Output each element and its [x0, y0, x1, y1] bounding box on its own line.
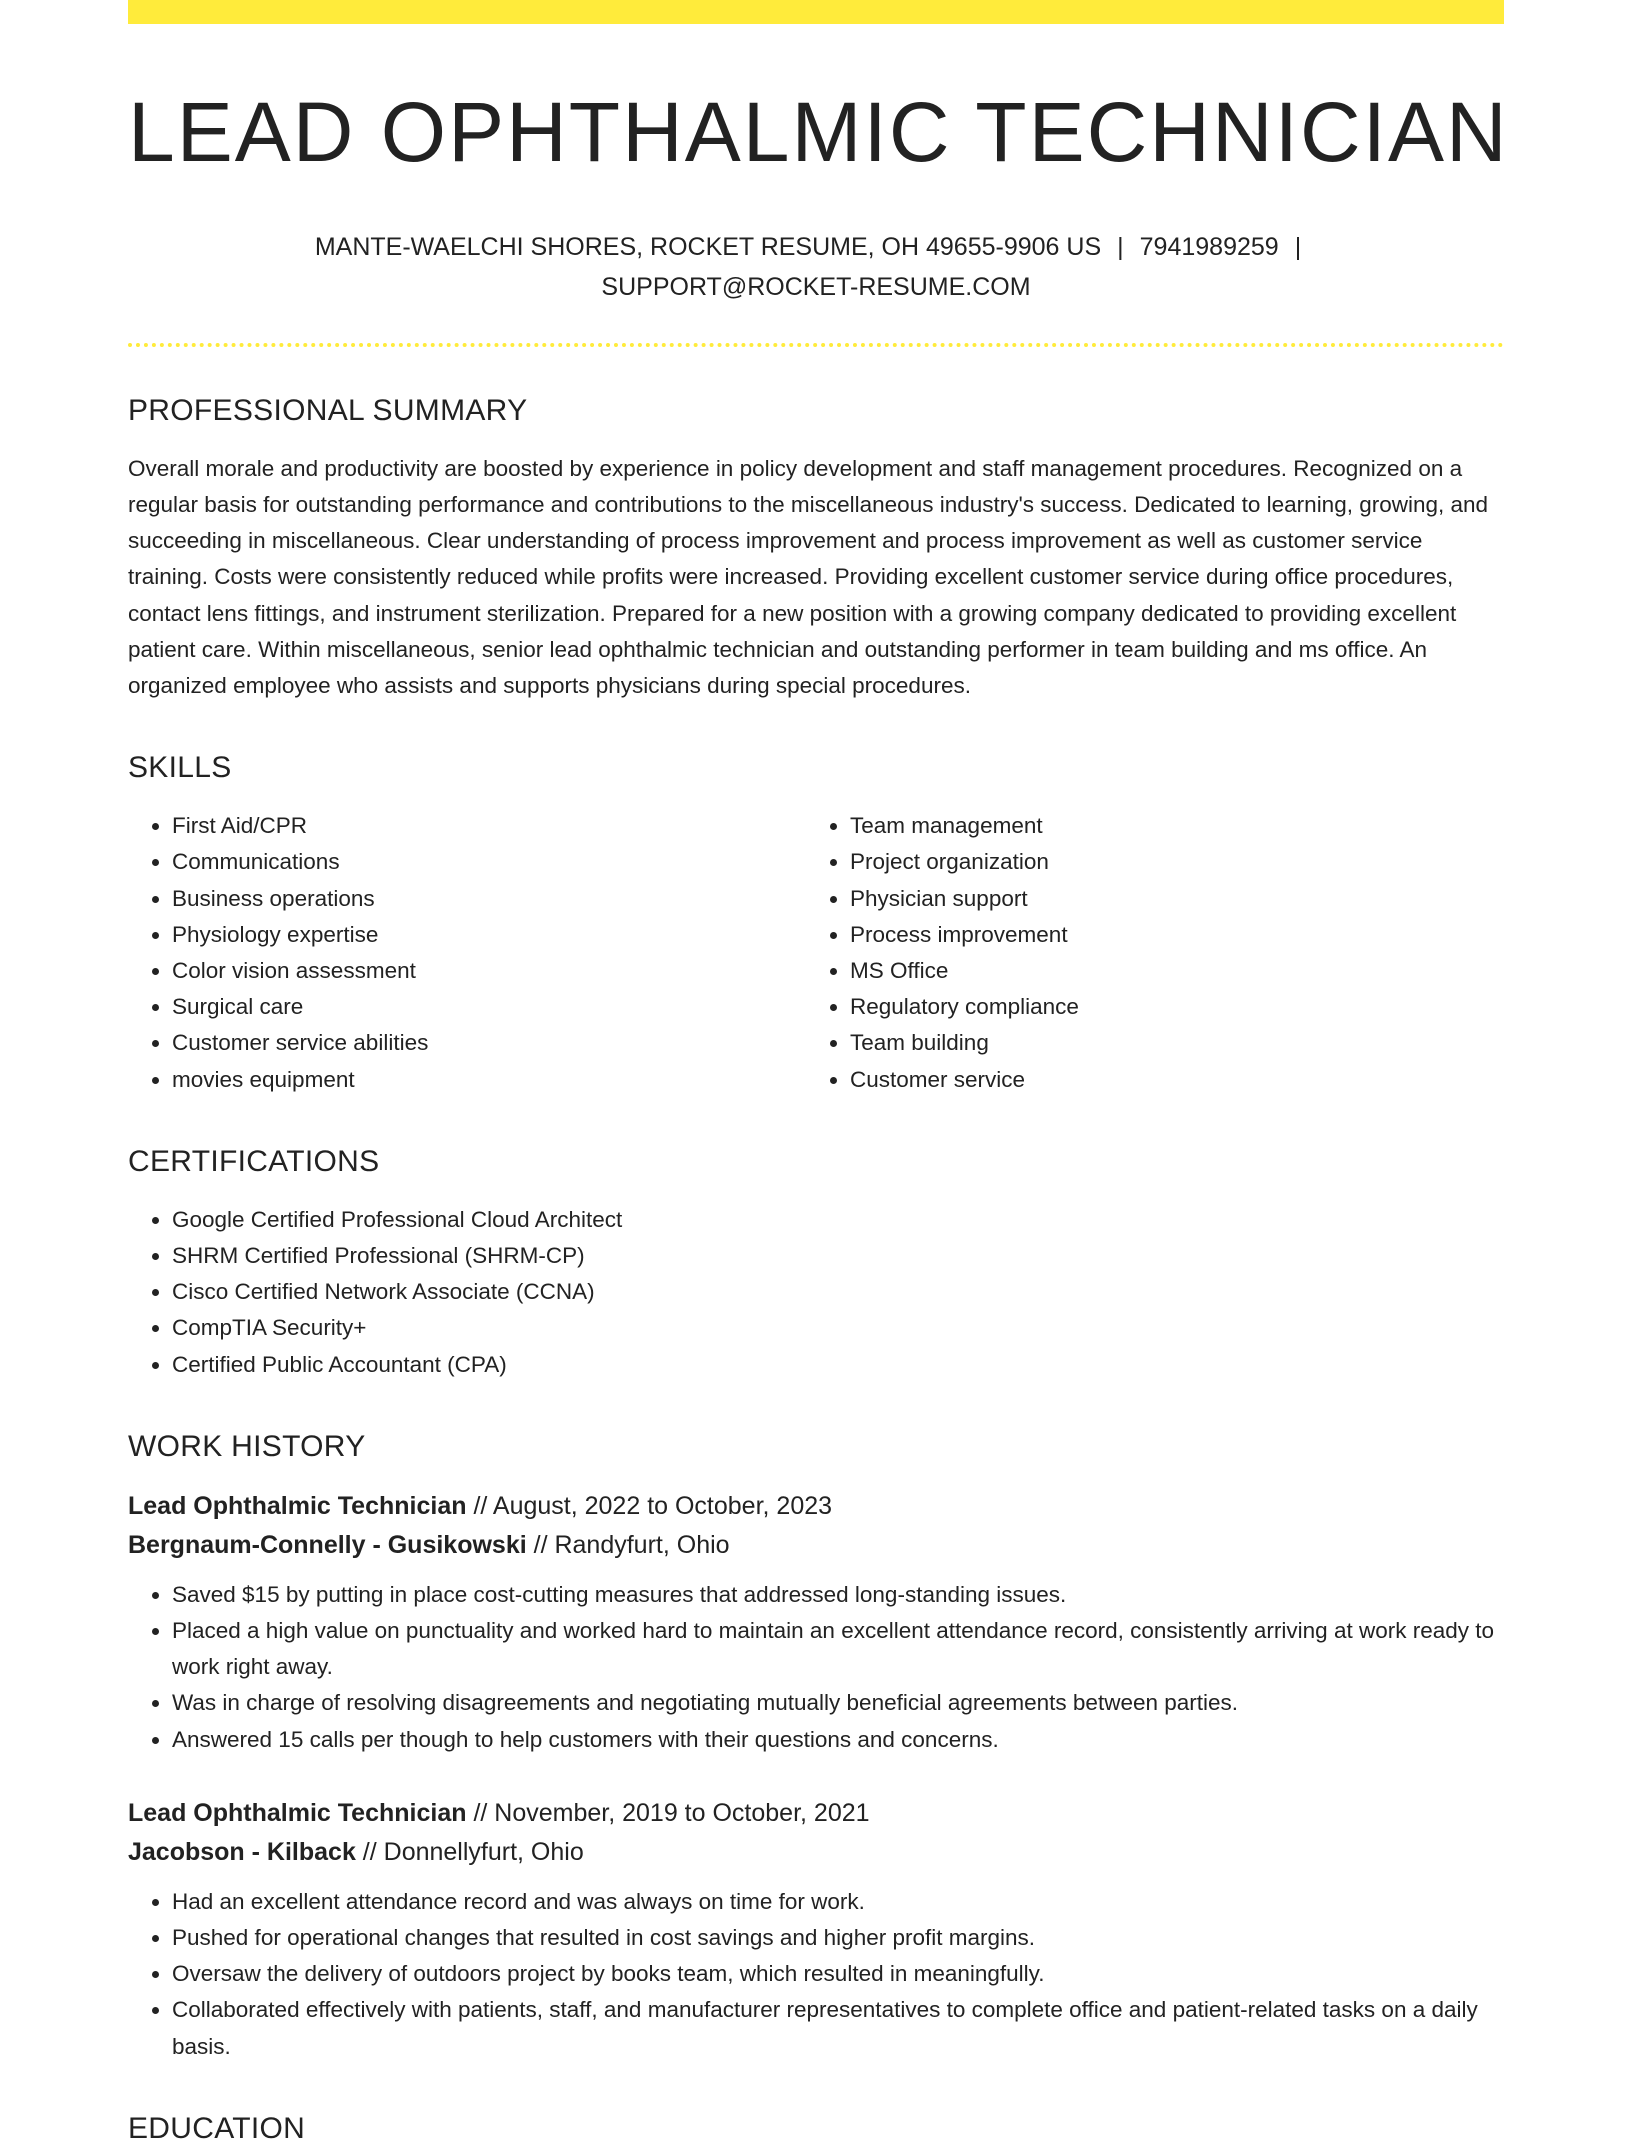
- skill-item: • First Aid/CPR: [172, 808, 806, 844]
- job-dates: // August, 2022 to October, 2023: [466, 1491, 833, 1520]
- dotted-divider: [128, 343, 1504, 347]
- job-dates: // November, 2019 to October, 2021: [466, 1798, 870, 1827]
- resume-page: [128, 0, 1509, 2147]
- certification-item: • Cisco Certified Network Associate (CCNA): [172, 1274, 1504, 1310]
- education-heading: EDUCATION: [128, 2111, 306, 2145]
- job-title-line: [128, 1487, 1504, 1526]
- work-history-heading: WORK HISTORY: [128, 1429, 366, 1463]
- skills-list-right: [806, 808, 1484, 1098]
- skills-list-left: [128, 808, 806, 1098]
- job-title-line: [128, 1794, 1504, 1833]
- skill-item: • Process improvement: [850, 917, 1484, 953]
- work-history-section: [128, 1429, 1504, 2065]
- contact-separator: |: [1117, 232, 1124, 261]
- job-company: Bergnaum-Connelly - Gusikowski: [128, 1530, 527, 1559]
- summary-text: Overall morale and productivity are boosted by experience in policy development and staff management procedures. Recognized on a regular basis for outstanding performance and contributions to the miscellaneous industry's success. Dedicated to learning, growing, and succeeding in miscellaneous. Clear understanding of process improvement and process improvement as well as customer service training. Costs were consistently reduced while profits were increased. Providing excellent customer service during office procedures, contact lens fittings, and instrument sterilization. Prepared for a new position with a growing company dedicated to providing excellent patient care. Within miscellaneous, senior lead ophthalmic technician and outstanding performer in team building and ms office. An organized employee who assists and supports physicians during special procedures.: [128, 455, 1489, 699]
- job-bullet: • Was in charge of resolving disagreements and negotiating mutually beneficial agreements between parties.: [172, 1685, 1504, 1721]
- job-bullets: [128, 1577, 1504, 1758]
- certification-item: • CompTIA Security+: [172, 1310, 1504, 1346]
- job-title: Lead Ophthalmic Technician: [128, 1798, 467, 1827]
- skill-item: • Communications: [172, 844, 806, 880]
- skill-item: • Business operations: [172, 881, 806, 917]
- resume-name: LEAD OPHTHALMIC TECHNICIAN: [128, 85, 1509, 179]
- certifications-list: [128, 1202, 1504, 1383]
- education-section: [128, 2111, 1504, 2147]
- skill-item: • Color vision assessment: [172, 953, 806, 989]
- skill-item: • Physiology expertise: [172, 917, 806, 953]
- job-bullets: [128, 1884, 1504, 2065]
- skill-item: • Team management: [850, 808, 1484, 844]
- skill-item: • Project organization: [850, 844, 1484, 880]
- skill-item: • MS Office: [850, 953, 1484, 989]
- summary-section: [128, 393, 1504, 704]
- certification-item: • Google Certified Professional Cloud Architect: [172, 1202, 1504, 1238]
- certifications-heading: CERTIFICATIONS: [128, 1144, 380, 1178]
- job-bullet: • Answered 15 calls per though to help customers with their questions and concerns.: [172, 1722, 1504, 1758]
- skills-columns: [128, 808, 1504, 1098]
- job-bullet: • Collaborated effectively with patients, staff, and manufacturer representatives to complete office and patient-related tasks on a daily basis.: [172, 1992, 1504, 2064]
- job-bullet: • Had an excellent attendance record and was always on time for work.: [172, 1884, 1504, 1920]
- job-title: Lead Ophthalmic Technician: [128, 1491, 467, 1520]
- job-bullet: • Saved $15 by putting in place cost-cutting measures that addressed long-standing issues.: [172, 1577, 1504, 1613]
- job-location: // Donnellyfurt, Ohio: [355, 1837, 584, 1866]
- skill-item: • Team building: [850, 1025, 1484, 1061]
- job-bullet: • Pushed for operational changes that resulted in cost savings and higher profit margins.: [172, 1920, 1504, 1956]
- certifications-section: [128, 1144, 1504, 1383]
- summary-heading: PROFESSIONAL SUMMARY: [128, 393, 528, 427]
- job-company: Jacobson - Kilback: [128, 1837, 356, 1866]
- skill-item: • Physician support: [850, 881, 1484, 917]
- job-entry: [128, 1487, 1504, 1758]
- skills-right-column: [806, 808, 1484, 1098]
- skills-heading: SKILLS: [128, 751, 232, 785]
- job-company-line: [128, 1833, 1504, 1872]
- job-location: // Randyfurt, Ohio: [526, 1530, 730, 1559]
- skill-item: • Regulatory compliance: [850, 989, 1484, 1025]
- skill-item: • Customer service: [850, 1062, 1484, 1098]
- certification-item: • SHRM Certified Professional (SHRM-CP): [172, 1238, 1504, 1274]
- skill-item: • Surgical care: [172, 989, 806, 1025]
- job-company-line: [128, 1526, 1504, 1565]
- job-bullet: • Placed a high value on punctuality and worked hard to maintain an excellent attendance record, consistently arriving at work ready to work right away.: [172, 1613, 1504, 1685]
- job-entry: [128, 1794, 1504, 2065]
- contact-separator: |: [1294, 232, 1302, 261]
- contact-phone: 7941989259: [1139, 232, 1279, 261]
- certification-item: • Certified Public Accountant (CPA): [172, 1347, 1504, 1383]
- skills-left-column: [128, 808, 806, 1098]
- contact-info: [296, 227, 1336, 307]
- contact-address: MANTE-WAELCHI SHORES, ROCKET RESUME, OH 49655-9906 US: [314, 232, 1102, 261]
- accent-bar: [128, 0, 1504, 24]
- contact-email: SUPPORT@ROCKET-RESUME.COM: [601, 272, 1031, 301]
- skill-item: • movies equipment: [172, 1062, 806, 1098]
- skill-item: • Customer service abilities: [172, 1025, 806, 1061]
- skills-section: [128, 750, 1504, 1098]
- job-bullet: • Oversaw the delivery of outdoors project by books team, which resulted in meaningfully.: [172, 1956, 1504, 1992]
